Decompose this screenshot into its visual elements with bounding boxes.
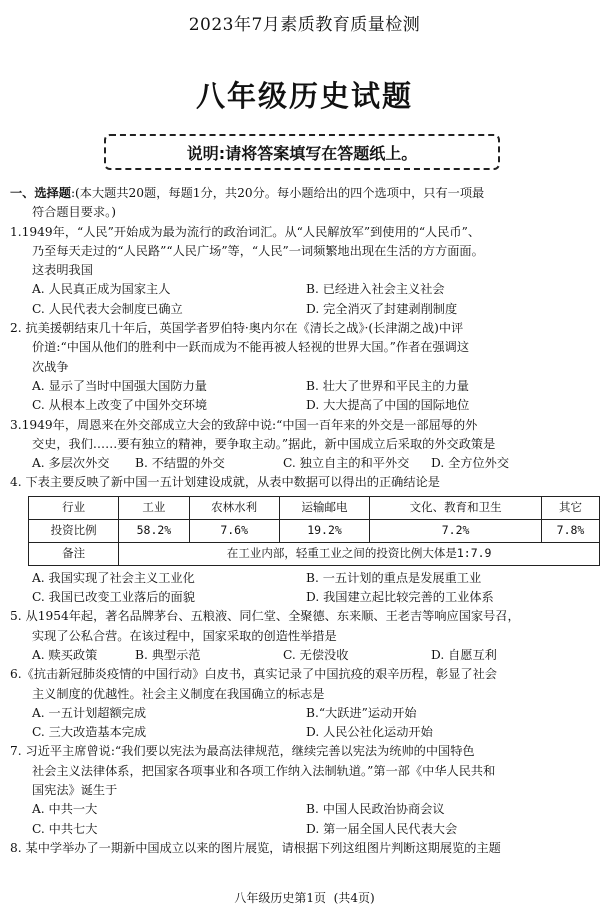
table-cell: 投资比例 [29, 519, 119, 542]
table-cell: 工业 [119, 496, 189, 519]
table-cell: 备注 [29, 542, 119, 565]
q4-option-c: C. 我国已改变工业落后的面貌 [32, 590, 195, 605]
q3-option-b: B. 不结盟的外交 [135, 456, 225, 471]
footer-page: 八年级历史第1页 [234, 891, 326, 905]
q1-options-row [10, 300, 604, 319]
table-remark-row [29, 542, 600, 565]
q3-options-row [10, 454, 604, 473]
investment-table [28, 496, 600, 566]
q5-line: 5. 从1954年起，著名品牌茅台、五粮液、同仁堂、全聚德、东来顺、王老吉等响应国家号召， [10, 609, 520, 624]
table-cell: 7.6% [189, 519, 279, 542]
q4-options-row [10, 588, 604, 607]
q1-option-b: B. 已经进入社会主义社会 [306, 282, 445, 297]
table-cell: 58.2% [119, 519, 189, 542]
q2-option-d: D. 大大提高了中国的国际地位 [306, 398, 470, 413]
section-desc-2: 符合题目要求。) [32, 205, 116, 220]
table-cell: 其它 [541, 496, 599, 519]
section-desc: :(本大题共20题，每题1分，共20分。每小题给出的四个选项中，只有一项最 [70, 186, 485, 200]
q5-option-d: D. 自愿互利 [431, 647, 497, 662]
q7-option-c: C. 中共七大 [32, 821, 98, 836]
q7-line: 国宪法》诞生于 [32, 783, 118, 798]
q1-line: 1.1949年，“人民”开始成为最为流行的政治词汇。从“人民解放军”到使用的“人民币”、 [10, 224, 481, 239]
q7-option-d: D. 第一届全国人民代表大会 [306, 821, 458, 836]
q2-options-row [10, 396, 604, 415]
table-row [29, 519, 600, 542]
q5-option-c: C. 无偿没收 [283, 647, 349, 662]
q1-option-a: A. 人民真正成为国家主人 [32, 282, 171, 297]
q7-line: 7. 习近平主席曾说:“我们要以宪法为最高法律规范，继续完善以宪法为统帅的中国特色 [10, 744, 475, 759]
q3-line: 交史，我们……要有独立的精神，要争取主动。”据此，新中国成立后采取的外交政策是 [32, 436, 496, 451]
instruction-note: 说明:请将答案填写在答题纸上。 [104, 134, 500, 170]
questions-body [10, 184, 604, 858]
footer-total: (共4页) [333, 891, 375, 905]
page-footer [0, 889, 609, 906]
section-title: 一、选择题 [10, 186, 71, 200]
q5-option-a: A. 赎买政策 [32, 647, 98, 662]
q2-option-b: B. 壮大了世界和平民主的力量 [306, 378, 469, 393]
page-title: 八年级历史试题 [195, 79, 413, 113]
q6-line: 主义制度的优越性。社会主义制度在我国确立的标志是 [32, 686, 325, 701]
q3-option-d: D. 全方位外交 [431, 456, 510, 471]
q1-option-d: D. 完全消灭了封建剥削制度 [306, 301, 458, 316]
q2-line: 次战争 [32, 359, 69, 374]
q2-option-c: C. 从根本上改变了中国外交环境 [32, 398, 208, 413]
table-cell: 文化、教育和卫生 [370, 496, 542, 519]
q2-line: 2. 抗美援朝结束几十年后，英国学者罗伯特·奥内尔在《清长之战》·(长津湖之战)中评 [10, 321, 464, 336]
table-cell: 行业 [29, 496, 119, 519]
table-remark: 在工业内部，轻重工业之间的投资比例大体是1:7.9 [119, 542, 600, 565]
table-cell: 7.8% [541, 519, 599, 542]
q3-option-c: C. 独立自主的和平外交 [283, 456, 410, 471]
q4-line: 4. 下表主要反映了新中国一五计划建设成就，从表中数据可以得出的正确结论是 [10, 475, 440, 490]
table-cell: 运输邮电 [279, 496, 369, 519]
table-header-row [29, 496, 600, 519]
q6-option-d: D. 人民公社化运动开始 [306, 725, 433, 740]
q6-option-b: B.“大跃进”运动开始 [306, 705, 417, 720]
table-cell: 农林水利 [189, 496, 279, 519]
table-cell: 19.2% [279, 519, 369, 542]
q4-option-b: B. 一五计划的重点是发展重工业 [306, 570, 482, 585]
q6-options-row [10, 704, 604, 723]
q7-options-row [10, 800, 604, 819]
q7-options-row [10, 820, 604, 839]
table-cell: 7.2% [370, 519, 542, 542]
q5-options-row [10, 646, 604, 665]
q4-options-row [10, 569, 604, 588]
q1-option-c: C. 人民代表大会制度已确立 [32, 301, 183, 316]
q6-option-a: A. 一五计划超额完成 [32, 705, 147, 720]
q6-option-c: C. 三大改造基本完成 [32, 725, 147, 740]
q5-option-b: B. 典型示范 [135, 647, 201, 662]
q4-option-d: D. 我国建立起比较完善的工业体系 [306, 590, 494, 605]
q7-option-a: A. 中共一大 [32, 802, 98, 817]
section-heading [10, 184, 604, 203]
q5-line: 实现了公私合营。在该过程中，国家采取的创造性举措是 [32, 628, 337, 643]
q2-options-row [10, 377, 604, 396]
q3-line: 3.1949年，周恩来在外交部成立大会的致辞中说:“中国一百年来的外交是一部屈辱的外 [10, 417, 478, 432]
q4-option-a: A. 我国实现了社会主义工业化 [32, 570, 195, 585]
q7-line: 社会主义法律体系，把国家各项事业和各项工作纳入法制轨道。”第一部《中华人民共和 [32, 763, 496, 778]
q2-option-a: A. 显示了当时中国强大国防力量 [32, 378, 207, 393]
q1-line: 这表明我国 [32, 263, 93, 278]
q1-line: 乃至每天走过的“人民路”“人民广场”等，“人民”一词频繁地出现在生活的方方面面。 [32, 243, 484, 258]
q7-option-b: B. 中国人民政治协商会议 [306, 802, 445, 817]
exam-name: 2023年7月素质教育质量检测 [188, 15, 421, 35]
q6-line: 6.《抗击新冠肺炎疫情的中国行动》白皮书，真实记录了中国抗疫的艰辛历程，彰显了社会 [10, 667, 497, 682]
q2-line: 价道:“中国从他们的胜利中一跃而成为不能再被人轻视的世界大国。”作者在强调这 [32, 340, 470, 355]
q1-options-row [10, 280, 604, 299]
q3-option-a: A. 多层次外交 [32, 456, 110, 471]
q8-line: 8. 某中学举办了一期新中国成立以来的图片展览，请根据下列这组图片判断这期展览的主题 [10, 840, 501, 855]
q6-options-row [10, 723, 604, 742]
